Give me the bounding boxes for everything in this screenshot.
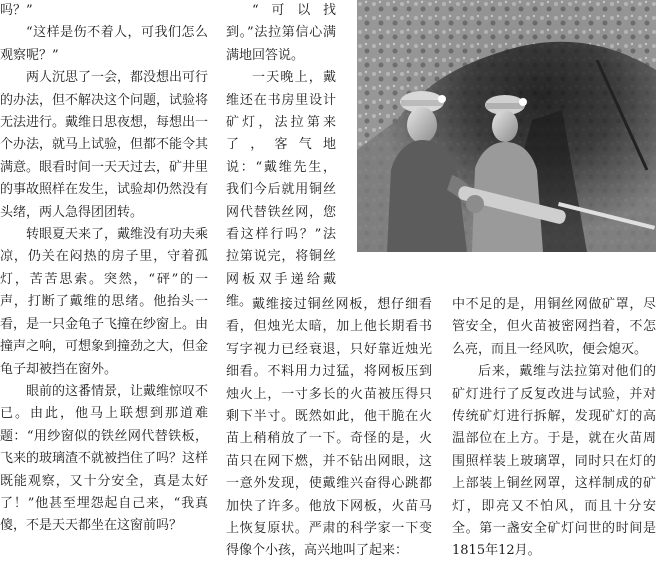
paragraph: 一天晚上，戴维还在书房里设计矿灯，法拉第来了，客气地说：“戴维先生，我们今后就用铜丝网代替铁丝网，您看这样行吗？”法拉第说完，将铜丝网板双手递给戴维。 [226,70,336,310]
paragraph: “这样是伤不着人，可我们怎么观察呢？” [0,25,208,63]
column-2 [226,0,336,314]
paragraph: 后来，戴维与法拉第对他们的矿灯进行了反复改进与试验，并对传统矿灯进行拆解，发现矿灯的高温部位在上方。于是，就在火苗周围照样装上玻璃罩，同时只在灯的上部装上铜丝网罩，这样制成的矿灯，即亮又不怕风，而且十分安全。第一盏安全矿灯问世的时间是1815年12月。 [452,364,656,559]
paragraph: 中不足的是，用铜丝网做矿罩，尽管安全，但火苗被密网挡着，不怎么亮，而且一经风吹，便会熄灭。 [452,297,656,357]
paragraph: 吗？” [0,3,33,18]
paragraph: 戴维接过铜丝网板，想仔细看看，但烛光太暗，加上他长期看书写字视力已经衰退，只好靠近烛光细看。不料用力过猛，将网板压到烛火上，一寸多长的火苗被压得只剩下半寸。既然如此，他干脆在火苗上稍稍放了一下。奇怪的是，火苗只在网下燃，并不钻出网眼，这一意外发现，使戴维兴奋得心跳都加快了许多。他放下网板，火苗马上恢复原状。严肃的科学家一下变得像个小孩，高兴地叫了起来： [226,297,432,559]
column-3 [226,294,432,563]
miners-photo [357,0,656,252]
paragraph: 转眼夏天来了，戴维没有功夫乘凉，仍关在闷热的房子里，守着孤灯，苦苦思索。突然，“砰”的一声，打断了戴维的思绪。他抬头一看，是一只金龟子飞撞在纱窗上。由撞声之响，可想象到撞劲之大，但金龟子却被挡在窗外。 [0,227,209,377]
paragraph: 眼前的这番情景，让戴维惊叹不已。由此，他马上联想到那道难题：“用纱窗似的铁丝网代替铁板，飞来的玻璃渣不就被挡住了吗？这样既能观察，又十分安全，真是太好了！”他甚至埋怨起自己来，“我真傻，不是天天都坐在这窗前吗？ [0,383,209,534]
column-1 [0,0,208,538]
column-4 [452,294,656,563]
paragraph: “可以找到。”法拉第信心满满地回答说。 [226,3,336,63]
miners-illustration [357,0,656,252]
paragraph: 两人沉思了一会，都没想出可行的办法，但不解决这个问题，试验将无法进行。戴维日思夜想，每想出一个办法，就马上试验，但都不能令其满意。眼看时间一天天过去，矿井里的事故照样在发生，试验却仍然没有头绪，两人急得团团转。 [0,70,209,220]
